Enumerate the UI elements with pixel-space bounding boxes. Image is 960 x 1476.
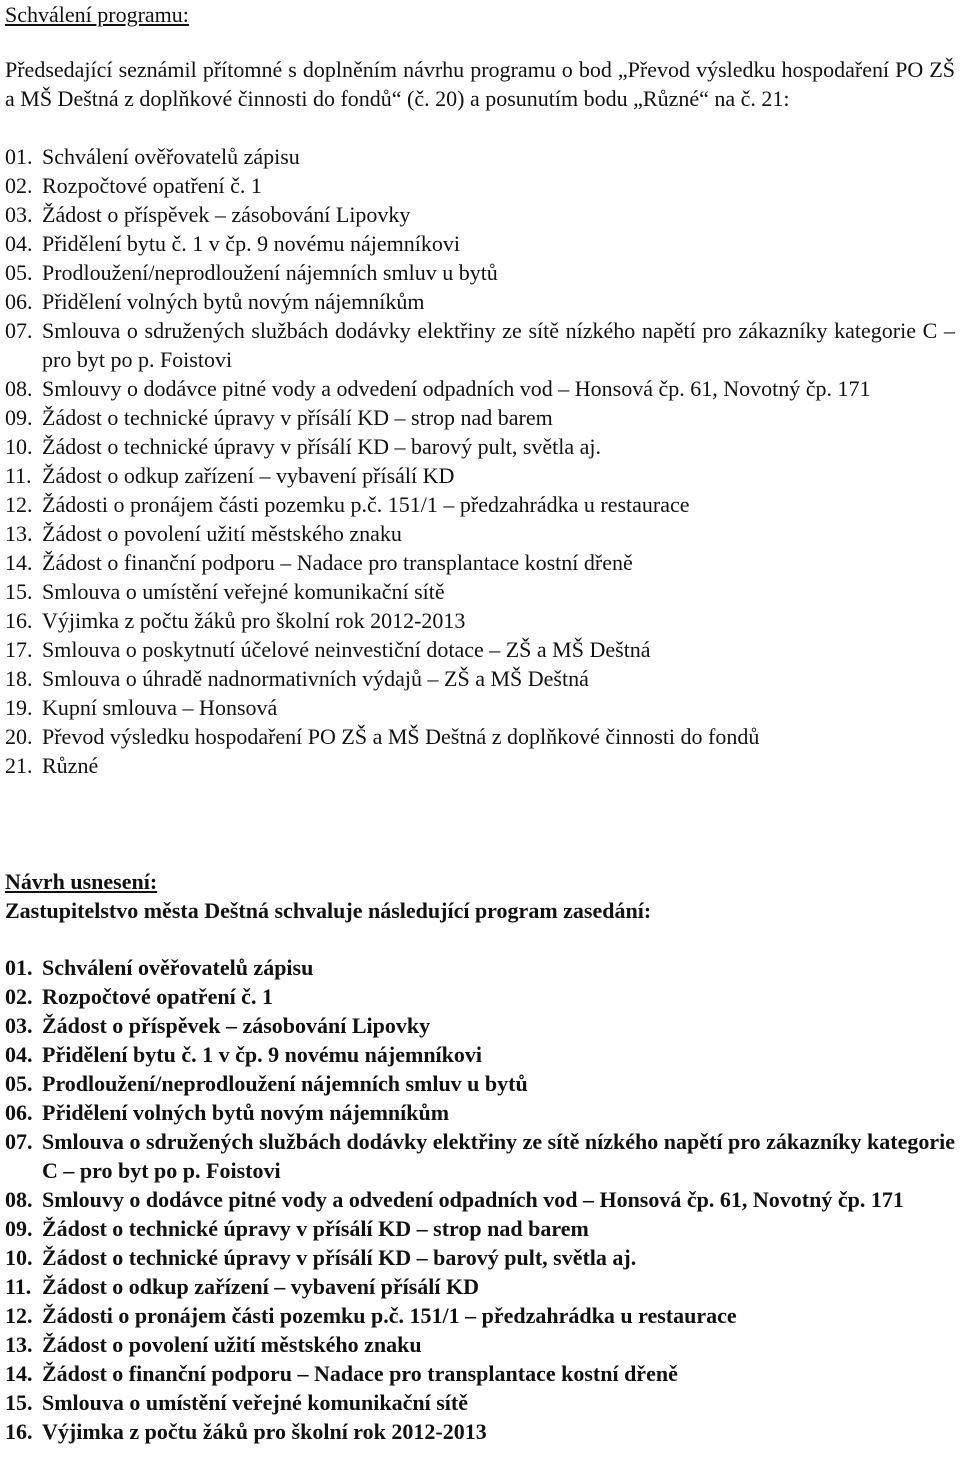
list-item [5,577,955,606]
item-text: Žádosti o pronájem části pozemku p.č. 151/1 – předzahrádka u restaurace [42,1303,737,1328]
item-text: Žádost o technické úpravy v přísálí KD – barový pult, světla aj. [42,434,602,459]
resolution-list [5,953,955,1446]
program-list [5,142,955,780]
list-item [5,1098,955,1127]
item-number: 12. [5,492,33,517]
item-number: 10. [5,434,33,459]
intro-paragraph: Předsedající seznámil přítomné s doplněním návrhu programu o bod „Převod výsledku hospodaření PO ZŠ a MŠ Deštná z doplňkové činnosti do fondů“ (č. 20) a posunutím bodu „Různé“ na č. 21: [5,57,955,111]
list-item [5,403,955,432]
list-item [5,548,955,577]
item-number: 04. [5,1042,33,1067]
item-number: 04. [5,231,33,256]
item-text: Různé [42,753,99,778]
item-text: Žádost o příspěvek – zásobování Lipovky [42,1013,431,1038]
list-item [5,953,955,982]
list-item [5,1359,955,1388]
item-text: Smlouva o sdružených službách dodávky elektřiny ze sítě nízkého napětí pro zákazníky kategorie C – pro byt po p. Foistovi [42,1129,955,1183]
item-text: Žádost o finanční podporu – Nadace pro transplantace kostní dřeně [42,550,633,575]
item-text: Převod výsledku hospodaření PO ZŠ a MŠ Deštná z doplňkové činnosti do fondů [42,724,760,749]
list-item [5,258,955,287]
item-text: Kupní smlouva – Honsová [42,695,278,720]
item-text: Přidělení bytu č. 1 v čp. 9 novému nájemníkovi [42,231,460,256]
list-item [5,142,955,171]
section-program-approval [5,0,955,29]
item-number: 07. [5,1129,33,1154]
item-text: Smlouva o úhradě nadnormativních výdajů – ZŠ a MŠ Deštná [42,666,589,691]
item-text: Schválení ověřovatelů zápisu [42,955,314,980]
list-item [5,171,955,200]
item-text: Žádost o odkup zařízení – vybavení přísálí KD [42,1274,480,1299]
list-item [5,693,955,722]
item-text: Žádost o technické úpravy v přísálí KD – strop nad barem [42,405,553,430]
list-item [5,519,955,548]
item-text: Rozpočtové opatření č. 1 [42,984,273,1009]
item-number: 16. [5,608,33,633]
item-number: 02. [5,984,33,1009]
item-number: 01. [5,955,33,980]
item-number: 08. [5,1187,33,1212]
list-item [5,1214,955,1243]
item-number: 14. [5,1361,33,1386]
list-item [5,1069,955,1098]
item-number: 03. [5,202,33,227]
item-number: 13. [5,1332,33,1357]
item-number: 21. [5,753,33,778]
item-text: Žádost o povolení užití městského znaku [42,1332,422,1357]
item-text: Žádost o technické úpravy v přísálí KD – barový pult, světla aj. [42,1245,637,1270]
item-number: 12. [5,1303,33,1328]
item-text: Smlouvy o dodávce pitné vody a odvedení odpadních vod – Honsová čp. 61, Novotný čp. 171 [42,376,871,401]
item-number: 15. [5,579,33,604]
item-text: Schválení ověřovatelů zápisu [42,144,300,169]
section-resolution-proposal [5,867,955,925]
item-text: Smlouva o umístění veřejné komunikační sítě [42,1390,468,1415]
list-item [5,1301,955,1330]
item-text: Výjimka z počtu žáků pro školní rok 2012-2013 [42,1419,487,1444]
list-item [5,200,955,229]
list-item [5,490,955,519]
list-item [5,432,955,461]
item-number: 09. [5,405,33,430]
item-number: 08. [5,376,33,401]
list-item [5,1417,955,1446]
item-number: 10. [5,1245,33,1270]
item-text: Žádost o technické úpravy v přísálí KD – strop nad barem [42,1216,589,1241]
item-text: Prodloužení/neprodloužení nájemních smluv u bytů [42,260,498,285]
item-number: 01. [5,144,33,169]
list-item [5,606,955,635]
list-item [5,461,955,490]
program-list-block [5,142,955,780]
item-number: 05. [5,1071,33,1096]
item-text: Smlouva o poskytnutí účelové neinvestiční dotace – ZŠ a MŠ Deštná [42,637,651,662]
item-text: Smlouvy o dodávce pitné vody a odvedení odpadních vod – Honsová čp. 61, Novotný čp. 171 [42,1187,904,1212]
item-number: 17. [5,637,33,662]
resolution-title: Zastupitelstvo města Deštná schvaluje následující program zasedání: [5,898,652,923]
item-text: Žádost o odkup zařízení – vybavení přísálí KD [42,463,455,488]
list-item [5,374,955,403]
list-item [5,1272,955,1301]
item-number: 11. [5,1274,32,1299]
item-number: 11. [5,463,32,488]
item-text: Žádosti o pronájem části pozemku p.č. 151/1 – předzahrádka u restaurace [42,492,690,517]
item-text: Přidělení volných bytů novým nájemníkům [42,1100,450,1125]
item-number: 09. [5,1216,33,1241]
list-item [5,287,955,316]
item-number: 06. [5,289,33,314]
section-heading: Schválení programu: [5,2,189,27]
list-item [5,1185,955,1214]
item-number: 03. [5,1013,33,1038]
list-item [5,1127,955,1185]
item-number: 15. [5,1390,33,1415]
list-item [5,1388,955,1417]
list-item [5,751,955,780]
item-number: 14. [5,550,33,575]
resolution-heading: Návrh usnesení: [5,869,158,894]
item-text: Přidělení bytu č. 1 v čp. 9 novému nájemníkovi [42,1042,483,1067]
item-number: 19. [5,695,33,720]
item-text: Přidělení volných bytů novým nájemníkům [42,289,425,314]
item-number: 20. [5,724,33,749]
item-text: Smlouva o umístění veřejné komunikační sítě [42,579,445,604]
list-item [5,635,955,664]
list-item [5,1243,955,1272]
list-item [5,664,955,693]
item-text: Žádost o finanční podporu – Nadace pro transplantace kostní dřeně [42,1361,678,1386]
list-item [5,316,955,374]
intro-paragraph-block [5,55,955,113]
item-text: Žádost o příspěvek – zásobování Lipovky [42,202,411,227]
item-text: Žádost o povolení užití městského znaku [42,521,402,546]
item-text: Rozpočtové opatření č. 1 [42,173,262,198]
resolution-list-block [5,953,955,1446]
item-text: Prodloužení/neprodloužení nájemních smluv u bytů [42,1071,528,1096]
item-number: 07. [5,318,33,343]
list-item [5,229,955,258]
list-item [5,1330,955,1359]
item-number: 18. [5,666,33,691]
list-item [5,1040,955,1069]
list-item [5,1011,955,1040]
item-number: 05. [5,260,33,285]
item-number: 02. [5,173,33,198]
list-item [5,982,955,1011]
item-number: 06. [5,1100,33,1125]
list-item [5,722,955,751]
item-number: 16. [5,1419,33,1444]
item-text: Výjimka z počtu žáků pro školní rok 2012-2013 [42,608,466,633]
item-number: 13. [5,521,33,546]
item-text: Smlouva o sdružených službách dodávky elektřiny ze sítě nízkého napětí pro zákazníky kategorie C – pro byt po p. Foistovi [42,318,955,372]
